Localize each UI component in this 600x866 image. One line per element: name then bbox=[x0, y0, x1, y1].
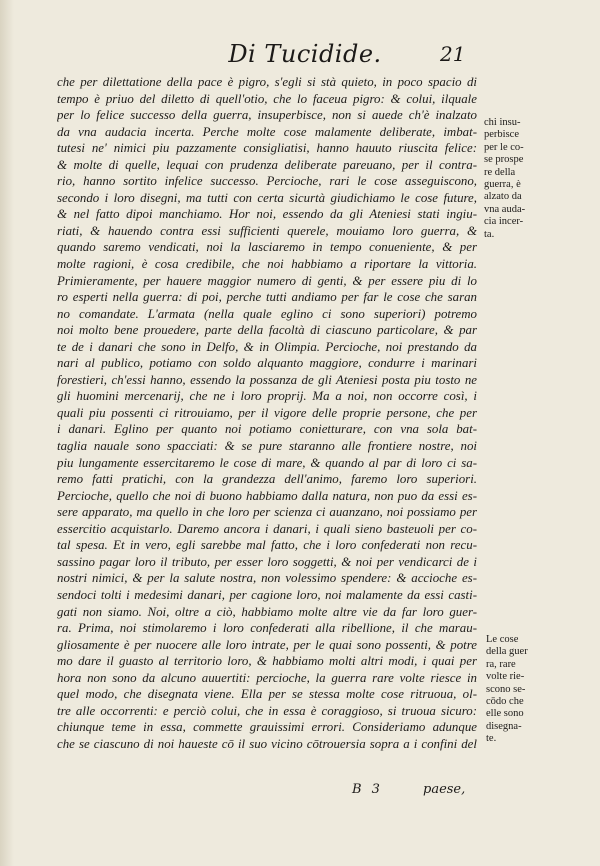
margin-note-line: chi insu- bbox=[484, 117, 521, 128]
margin-note-line: vna auda- bbox=[484, 203, 526, 215]
text-line: gliosamente è per nuocere alle loro intrate, per le quai sono possenti, & potre bbox=[57, 637, 477, 652]
text-line: molte ragioni, è cosa credibile, che noi habbiamo a riportare la vittoria. bbox=[57, 257, 477, 272]
margin-note-line: ta. bbox=[484, 228, 495, 240]
text-line: Percioche, quello che noi di buono habbiamo dalla natura, non puo da essi es- bbox=[57, 488, 477, 503]
text-line: & molte di quelle, lequai con prudenza deliberate pareuano, per il contra- bbox=[57, 157, 477, 172]
page-gutter-shadow bbox=[0, 0, 14, 866]
text-line: tal spesa. Et in vero, egli sarebbe mal fatto, che i loro confederati non recu- bbox=[57, 538, 477, 553]
margin-note bbox=[486, 634, 566, 746]
text-line: rio, hanno sortito infelice successo. Percioche, rari le cose asseguiscono, bbox=[57, 174, 477, 189]
text-line: gli huomini mercenarij, che ne i loro proprij. Ma a noi, non occorre così, i bbox=[57, 389, 477, 404]
text-line: ro esperti nella guerra: di poi, perche tutti andiamo per far le cose che saran bbox=[57, 290, 477, 305]
margin-note-line: volte rie- bbox=[486, 671, 525, 683]
text-line: da vna audacia incerta. Perche molte cose malamente deliberate, imbat- bbox=[57, 124, 477, 139]
margin-note-line: disegna- bbox=[486, 720, 522, 732]
text-line: chiunque teme in essa, commette grauissimi errori. Consideriamo adunque bbox=[57, 720, 477, 735]
margin-note bbox=[484, 117, 564, 241]
margin-note-line: Le cose bbox=[486, 634, 519, 645]
text-line: nostri nimici, & per la salute nostra, non volessimo spendere: & accioche es- bbox=[57, 571, 477, 586]
text-line: per lo felice successo della guerra, insuperbisce, non si auede ch'è inalzato bbox=[57, 108, 477, 123]
margin-note-line: della guer bbox=[486, 646, 528, 658]
text-line: quel modo, che disegnata viene. Ella per se stessa molte cose ritruoua, ol- bbox=[57, 687, 477, 702]
margin-note-line: se prospe bbox=[484, 154, 524, 166]
text-line: tempo è priuo del diletto di quell'otio, che lo faceua pigro: & colui, ilquale bbox=[57, 91, 477, 106]
text-line: che per dilettatione della pace è pigro, s'egli si stà quieto, in poco spacio di bbox=[57, 75, 477, 89]
margin-note-line: alzato da bbox=[484, 191, 522, 203]
text-line: no comandate. L'armata (nella quale eglino ci sono superiori) potremo bbox=[57, 306, 477, 321]
text-line: piu lungamente essercitaremo le cose di mare, & quando al par di loro ci sa- bbox=[57, 455, 477, 470]
margin-note-line: per le co- bbox=[484, 141, 524, 153]
page-number: 21 bbox=[440, 42, 466, 66]
text-line: riati, & hauendo contra essi sufficienti querele, mouiamo loro guerra, & bbox=[57, 223, 477, 238]
printer-signature: B 3 bbox=[352, 782, 380, 797]
margin-note-line: elle sono bbox=[486, 708, 524, 720]
text-line: gati non siamo. Noi, oltre a ciò, habbiamo molte altre vie da far loro guer- bbox=[57, 604, 477, 619]
text-line: essercitio acquistarlo. Daremo ancora i danari, i quali sieno basteuoli per co- bbox=[57, 521, 477, 536]
text-line: hora non sono da alcuno auuertiti: percioche, la guerra rare volte riesce in bbox=[57, 670, 477, 685]
text-line: noi molto bene prouedere, parte della facoltà di ciascuno particolare, & par bbox=[57, 323, 477, 338]
text-line: tre alle occorrenti: e perciò colui, che in essa è coraggioso, si truoua sicuro: bbox=[57, 703, 477, 718]
text-line: sassino pagar loro il tributo, per esser loro soggetti, & noi per vendicarci de i bbox=[57, 554, 477, 569]
text-line: nari al publico, potiamo con soldo alquanto maggiore, condurre i marinari bbox=[57, 356, 477, 371]
text-line: tutesi ne' nimici piu pazzamente consigliatisi, hanno hauuto riuscita felice: bbox=[57, 141, 477, 156]
text-line: forestieri, ch'essi hanno, essendo la possanza de gli Ateniesi posta piu tosto ne bbox=[57, 372, 477, 387]
text-line: quando saremo vendicati, noi la lasciaremo in tempo conueniente, & per bbox=[57, 240, 477, 255]
margin-note-line: re della bbox=[484, 166, 516, 178]
text-line: quali piu possenti ci ritrouiamo, per il vigore delle proprie persone, che per bbox=[57, 405, 477, 420]
text-line: mo dare il guasto al territorio loro, & habbiamo molti altri modi, i quai per bbox=[57, 654, 477, 669]
text-line: che se ciascuno di noi haueste cō il suo vicino cōtrouersia sopra a i confini del bbox=[57, 736, 477, 751]
text-line: secondo i loro disegni, ma tutti con certa sicurtà giudichiamo le cose future, bbox=[57, 190, 477, 205]
text-line: Primieramente, per hauere maggior numero di genti, & per essere piu di lo bbox=[57, 273, 477, 288]
text-line: remo fatti pratichi, con la grandezza dell'animo, faremo loro superiori. bbox=[57, 472, 477, 487]
text-line: i danari. Eglino per quanto noi potiamo conietturare, con vna sola bat- bbox=[57, 422, 477, 437]
margin-note-line: te. bbox=[486, 733, 497, 745]
catchword: paese, bbox=[423, 782, 466, 797]
text-line: te de i danari che sono in Delfo, & in Olimpia. Percioche, noi prestando da bbox=[57, 339, 477, 354]
margin-note-line: cia incer- bbox=[484, 216, 524, 228]
text-line: ra. Prima, noi stimolaremo i loro confederati alla ribellione, il che marau- bbox=[57, 621, 477, 636]
text-line: sendoci tolti i medesimi danari, per cagione loro, noi malamente da essi casti- bbox=[57, 587, 477, 602]
margin-note-line: scono se- bbox=[486, 683, 526, 695]
body-text bbox=[57, 74, 477, 752]
margin-note-line: guerra, è bbox=[484, 179, 521, 191]
margin-note-line: cōdo che bbox=[486, 696, 524, 708]
text-line: sere apparato, ma quello in che loro per scienza ci auanzano, noi possiamo per bbox=[57, 505, 477, 520]
running-title: Di Tucidide. bbox=[228, 40, 382, 68]
text-line: & nel fatto dipoi manchiamo. Hor noi, essendo da gli Ateniesi stati ingiu- bbox=[57, 207, 477, 222]
margin-note-line: ra, rare bbox=[486, 658, 516, 670]
text-line: taglia nauale sono spacciati: & se pure staranno alle frontiere nostre, noi bbox=[57, 439, 477, 454]
margin-note-line: perbisce bbox=[484, 129, 519, 141]
